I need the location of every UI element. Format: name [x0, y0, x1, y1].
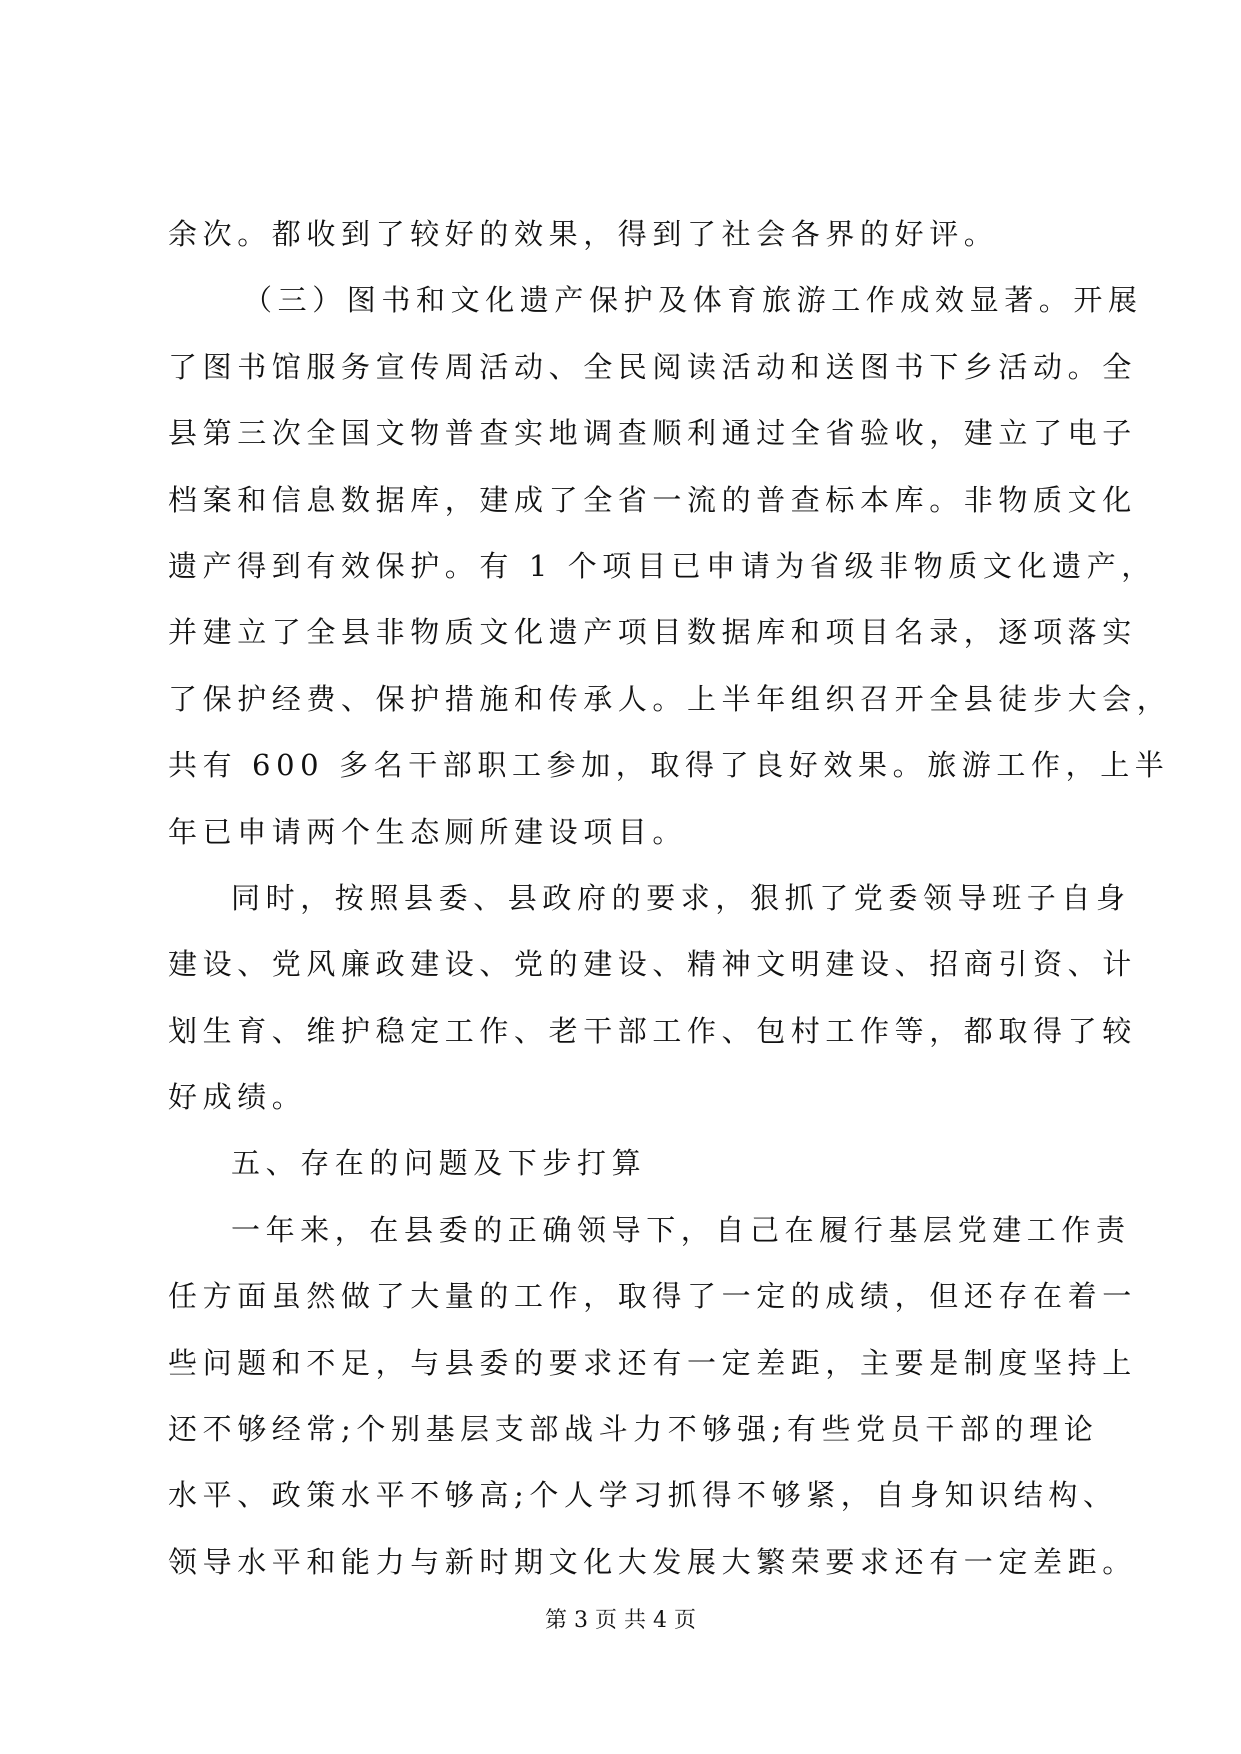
text-line: 余次。都收到了较好的效果，得到了社会各界的好评。: [168, 217, 999, 251]
text-line: 并建立了全县非物质文化遗产项目数据库和项目名录，逐项落实: [168, 615, 1137, 650]
text-line: 水平、政策水平不够高;个人学习抓得不够紧，自身知识结构、: [168, 1478, 1118, 1513]
text-line: 了保护经费、保护措施和传承人。上半年组织召开全县徒步大会，: [168, 681, 1172, 716]
text-line: 些问题和不足，与县委的要求还有一定差距，主要是制度坚持上: [168, 1345, 1137, 1380]
text-line: 了图书馆服务宣传周活动、全民阅读活动和送图书下乡活动。全: [168, 349, 1137, 384]
text-line: 共有 600 多名干部职工参加，取得了良好效果。旅游工作，上半: [168, 748, 1170, 783]
section-heading-line: （三）图书和文化遗产保护及体育旅游工作成效显著。开展: [243, 283, 1143, 318]
text-line: 档案和信息数据库，建成了全省一流的普查标本库。非物质文化: [168, 482, 1137, 517]
paragraph-start-line: 一年来，在县委的正确领导下，自己在履行基层党建工作责: [231, 1212, 1131, 1247]
document-body: [168, 201, 1172, 1595]
text-line: 好成绩。: [168, 1080, 307, 1115]
text-line: 遗产得到有效保护。有 1 个项目已申请为省级非物质文化遗产，: [168, 548, 1156, 583]
text-line: 划生育、维护稳定工作、老干部工作、包村工作等，都取得了较: [168, 1013, 1137, 1048]
text-line: 任方面虽然做了大量的工作，取得了一定的成绩，但还存在着一: [168, 1279, 1137, 1314]
text-line: 县第三次全国文物普查实地调查顺利通过全省验收，建立了电子: [168, 416, 1137, 451]
text-line: 领导水平和能力与新时期文化大发展大繁荣要求还有一定差距。: [168, 1544, 1137, 1579]
text-line: 年已申请两个生态厕所建设项目。: [168, 814, 688, 849]
text-line: 还不够经常;个别基层支部战斗力不够强;有些党员干部的理论: [168, 1412, 1099, 1447]
page-number-footer: 第 3 页 共 4 页: [545, 1608, 696, 1633]
paragraph-start-line: 同时，按照县委、县政府的要求，狠抓了党委领导班子自身: [231, 880, 1131, 915]
section-heading: 五、存在的问题及下步打算: [231, 1146, 647, 1181]
text-line: 建设、党风廉政建设、党的建设、精神文明建设、招商引资、计: [168, 947, 1137, 982]
